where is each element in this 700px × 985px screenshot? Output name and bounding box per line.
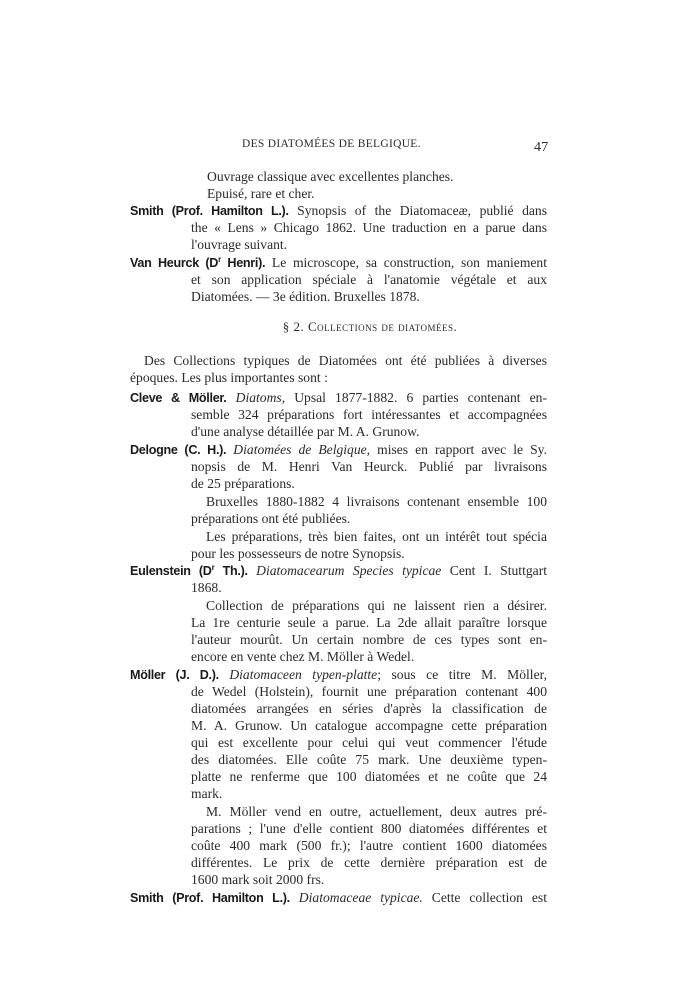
- text-line: des diatomées. Elle coûte 75 mark. Une deuxième typen-: [191, 752, 547, 767]
- page-number: 47: [534, 140, 549, 155]
- text-line: La 1re centurie seule a parue. La 2de allait paraître lorsque: [191, 615, 547, 630]
- text-line: de Wedel (Holstein), fournit une préparation contenant 400: [191, 684, 547, 699]
- author-name: Cleve & Möller.: [130, 391, 227, 405]
- bibliography-entry-cleve: Cleve & Möller. Diatoms, Upsal 1877-1882. 6 parties contenant en-: [130, 390, 547, 405]
- text-line: Bruxelles 1880-1882 4 livraisons contenant ensemble 100: [206, 494, 547, 509]
- text-line: de 25 préparations.: [191, 476, 295, 491]
- text-line: M. Möller vend en outre, actuellement, deux autres pré-: [206, 804, 547, 819]
- text-line: 1600 mark soit 2000 frs.: [191, 872, 325, 887]
- text-line: Des Collections typiques de Diatomées ont été publiées à diverses: [144, 353, 547, 368]
- text-line: Epuisé, rare et cher.: [207, 186, 315, 201]
- text-line: encore en vente chez M. Möller à Wedel.: [191, 649, 415, 664]
- author-name: Van Heurck ($D^r$ Henri).: [130, 255, 266, 270]
- text-line: l'auteur mourût. Un certain nombre de ces types sont en-: [191, 632, 547, 647]
- author-name: Möller (J. D.).: [130, 668, 219, 682]
- text-line: mark.: [191, 786, 223, 801]
- text-line: Le microscope, sa construction, son maniement: [271, 255, 548, 270]
- bibliography-entry-delogne: Delogne (C. H.). Diatomées de Belgique, mises en rapport avec le Sy.: [130, 442, 547, 457]
- text-line: Collection de préparations qui ne laissent rien a désirer.: [206, 598, 547, 613]
- text-line: différentes. Le prix de cette dernière préparation est de: [191, 855, 547, 870]
- text-line: platte ne renferme que 100 diatomées et ne coûte que 24: [191, 769, 547, 784]
- section-heading: § 2. Collections de diatomées.: [282, 319, 458, 334]
- bibliography-entry-van-heurck: [130, 254, 547, 272]
- author-name: Eulenstein ($D^r$ Th.).: [130, 563, 248, 578]
- author-name: Smith (Prof. Hamilton L.).: [130, 204, 289, 218]
- text-line: diatomées arrangées en séries d'après la classification de: [191, 701, 547, 716]
- author-name: Delogne (C. H.).: [130, 443, 227, 457]
- text-line: M. A. Grunow. Un catalogue accompagne cette préparation: [191, 718, 547, 733]
- text-line: préparations ont été publiées.: [191, 511, 351, 526]
- text-line: qui est excellente pour celui qui veut commencer l'étude: [191, 735, 547, 750]
- text-line: Diatomées. — 3e édition. Bruxelles 1878.: [191, 289, 420, 304]
- bibliography-entry-smith-typicae: Smith (Prof. Hamilton L.). Diatomaceae typicae. Cette collection est: [130, 890, 547, 905]
- text-line: d'une analyse détaillée par M. A. Grunow.: [191, 424, 420, 439]
- text-line: parations ; l'une d'elle contient 800 diatomées différentes et: [191, 821, 547, 836]
- text-line: époques. Les plus importantes sont :: [130, 370, 328, 385]
- text-line: semble 324 préparations fort intéressantes et accompagnées: [191, 407, 547, 422]
- text-line: nopsis de M. Henri Van Heurck. Publié par livraisons: [191, 459, 547, 474]
- author-name: Smith (Prof. Hamilton L.).: [130, 891, 290, 905]
- text-line: 1868.: [191, 580, 222, 595]
- text-line: Les préparations, très bien faites, ont un intérêt tout spécia: [206, 529, 547, 544]
- running-title: DES DIATOMÉES DE BELGIQUE.: [242, 138, 421, 150]
- bibliography-entry-eulenstein: Eulenstein ($D^r$ Th.). Diatomacearum Species typicae Cent I. Stuttgart: [130, 563, 547, 578]
- text-line: et son application spéciale à l'anatomie végétale et aux: [191, 272, 547, 287]
- text-line: Ouvrage classique avec excellentes planches.: [207, 169, 454, 184]
- bibliography-entry-smith: [130, 202, 547, 220]
- bibliography-entry-moller: Möller (J. D.). Diatomaceen typen-platte; sous ce titre M. Möller,: [130, 667, 547, 682]
- text-line: coûte 400 mark (500 fr.); l'autre contient 1600 diatomées: [191, 838, 547, 853]
- text-line: the « Lens » Chicago 1862. Une traduction en a parue dans: [191, 220, 547, 235]
- text-line: pour les possesseurs de notre Synopsis.: [191, 546, 405, 561]
- text-line: l'ouvrage suivant.: [191, 237, 288, 252]
- text-line: Synopsis of the Diatomaceæ, publié dans: [297, 203, 547, 218]
